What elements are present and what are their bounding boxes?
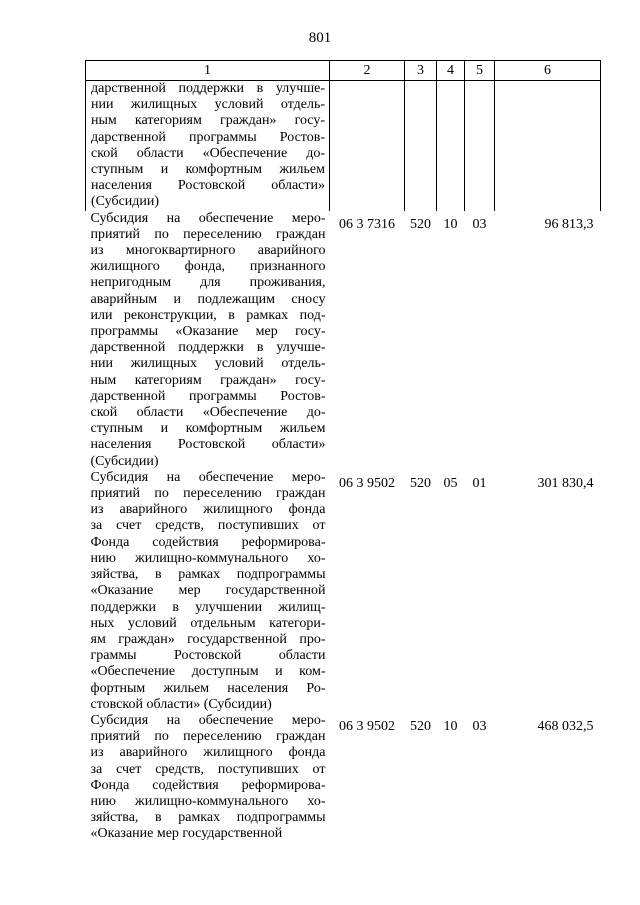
row-expense-type: 520 xyxy=(410,718,431,734)
description-line: или реконструкции, в рамках под- xyxy=(90,307,326,323)
row-amount: 301 830,4 xyxy=(537,475,594,491)
description-line: зяйства, в рамках подпрограммы xyxy=(90,810,326,826)
description-line: (Субсидии) xyxy=(91,194,160,210)
description-line: стовской области» (Субсидии) xyxy=(90,696,272,712)
description-line: приятий по переселению граждан xyxy=(90,226,326,242)
row-amount: 468 032,5 xyxy=(537,718,594,734)
row-subsection: 01 xyxy=(472,475,487,491)
description-line: Субсидия на обеспечение меро- xyxy=(90,712,326,728)
row-amount: 96 813,3 xyxy=(544,216,594,232)
description-line: «Оказание мер государственной xyxy=(90,826,283,842)
description-line: Фонда содействия реформирова- xyxy=(90,534,326,550)
row-amount xyxy=(495,81,601,211)
description-line: ным категориям граждан» госу- xyxy=(91,113,325,129)
description-line: ным категориям граждан» госу- xyxy=(90,372,326,388)
row-description xyxy=(86,713,330,843)
description-line: ской области «Обеспечение до- xyxy=(91,145,325,161)
description-line: ступным и комфортным жильем xyxy=(90,421,326,437)
description-line: дарственной поддержки в улучше- xyxy=(91,81,325,96)
description-line: ных условий отдельным категори- xyxy=(90,615,326,631)
row-section: 10 xyxy=(443,718,458,734)
description-line: приятий по переселению граждан xyxy=(90,486,326,502)
description-line: приятий по переселению граждан xyxy=(90,729,326,745)
description-line: из многоквартирного аварийного xyxy=(90,243,326,259)
row-section: 05 xyxy=(443,475,458,491)
description-line: зяйства, в рамках подпрограммы xyxy=(90,567,326,583)
table-row xyxy=(86,211,601,470)
description-line: ской области «Обеспечение до- xyxy=(90,405,326,421)
page-number: 801 xyxy=(308,30,332,46)
description-line: поддержки в улучшении жилищ- xyxy=(90,599,326,615)
description-line: непригодным для проживания, xyxy=(90,275,326,291)
description-line: (Субсидии) xyxy=(90,453,159,469)
row-section: 10 xyxy=(443,216,458,232)
description-line: нию жилищно-коммунального хо- xyxy=(90,550,326,566)
row-target-code: 06 3 9502 xyxy=(339,718,395,734)
table-row xyxy=(86,81,601,211)
description-line: нию жилищно-коммунального хо- xyxy=(90,793,326,809)
description-line: фортным жильем населения Ро- xyxy=(90,680,326,696)
row-subsection xyxy=(465,81,495,211)
row-target-code xyxy=(330,81,405,211)
description-line: населения Ростовской области» xyxy=(90,437,326,453)
row-subsection: 03 xyxy=(472,718,487,734)
column-header-3: 3 xyxy=(405,61,437,81)
row-description xyxy=(86,470,330,713)
description-line: нии жилищных условий отдель- xyxy=(91,97,325,113)
table-row xyxy=(86,470,601,713)
row-section xyxy=(437,81,465,211)
description-line: дарственной поддержки в улучше- xyxy=(90,340,326,356)
row-subsection: 03 xyxy=(472,216,487,232)
budget-table xyxy=(85,60,601,843)
row-target-code: 06 3 9502 xyxy=(339,475,395,491)
description-line: населения Ростовской области» xyxy=(91,178,325,194)
description-line: дарственной программы Ростов- xyxy=(91,129,325,145)
row-target-code: 06 3 7316 xyxy=(339,216,395,232)
description-line: «Обеспечение доступным и ком- xyxy=(90,664,326,680)
description-line: за счет средств, поступивших от xyxy=(90,761,326,777)
description-line: жилищного фонда, признанного xyxy=(90,259,326,275)
column-header-4: 4 xyxy=(437,61,465,81)
description-line: программы «Оказание мер госу- xyxy=(90,324,326,340)
row-expense-type xyxy=(405,81,437,211)
description-line: из аварийного жилищного фонда xyxy=(90,745,326,761)
row-description xyxy=(86,211,330,470)
description-line: Фонда содействия реформирова- xyxy=(90,777,326,793)
description-line: из аварийного жилищного фонда xyxy=(90,502,326,518)
description-line: дарственной программы Ростов- xyxy=(90,388,326,404)
description-line: Субсидия на обеспечение меро- xyxy=(90,210,326,226)
column-header-1: 1 xyxy=(86,61,330,81)
row-expense-type: 520 xyxy=(410,216,431,232)
row-description xyxy=(86,81,330,211)
column-header-6: 6 xyxy=(495,61,601,81)
description-line: ям граждан» государственной про- xyxy=(90,631,326,647)
row-expense-type: 520 xyxy=(410,475,431,491)
description-line: Субсидия на обеспечение меро- xyxy=(90,469,326,485)
column-header-2: 2 xyxy=(330,61,405,81)
description-line: граммы Ростовской области xyxy=(90,648,326,664)
description-line: ступным и комфортным жильем xyxy=(91,162,325,178)
description-line: нии жилищных условий отдель- xyxy=(90,356,326,372)
description-line: «Оказание мер государственной xyxy=(90,583,326,599)
column-header-5: 5 xyxy=(465,61,495,81)
description-line: аварийным и подлежащим сносу xyxy=(90,291,326,307)
description-line: за счет средств, поступивших от xyxy=(90,518,326,534)
table-row xyxy=(86,713,601,843)
column-header-row xyxy=(86,61,601,81)
